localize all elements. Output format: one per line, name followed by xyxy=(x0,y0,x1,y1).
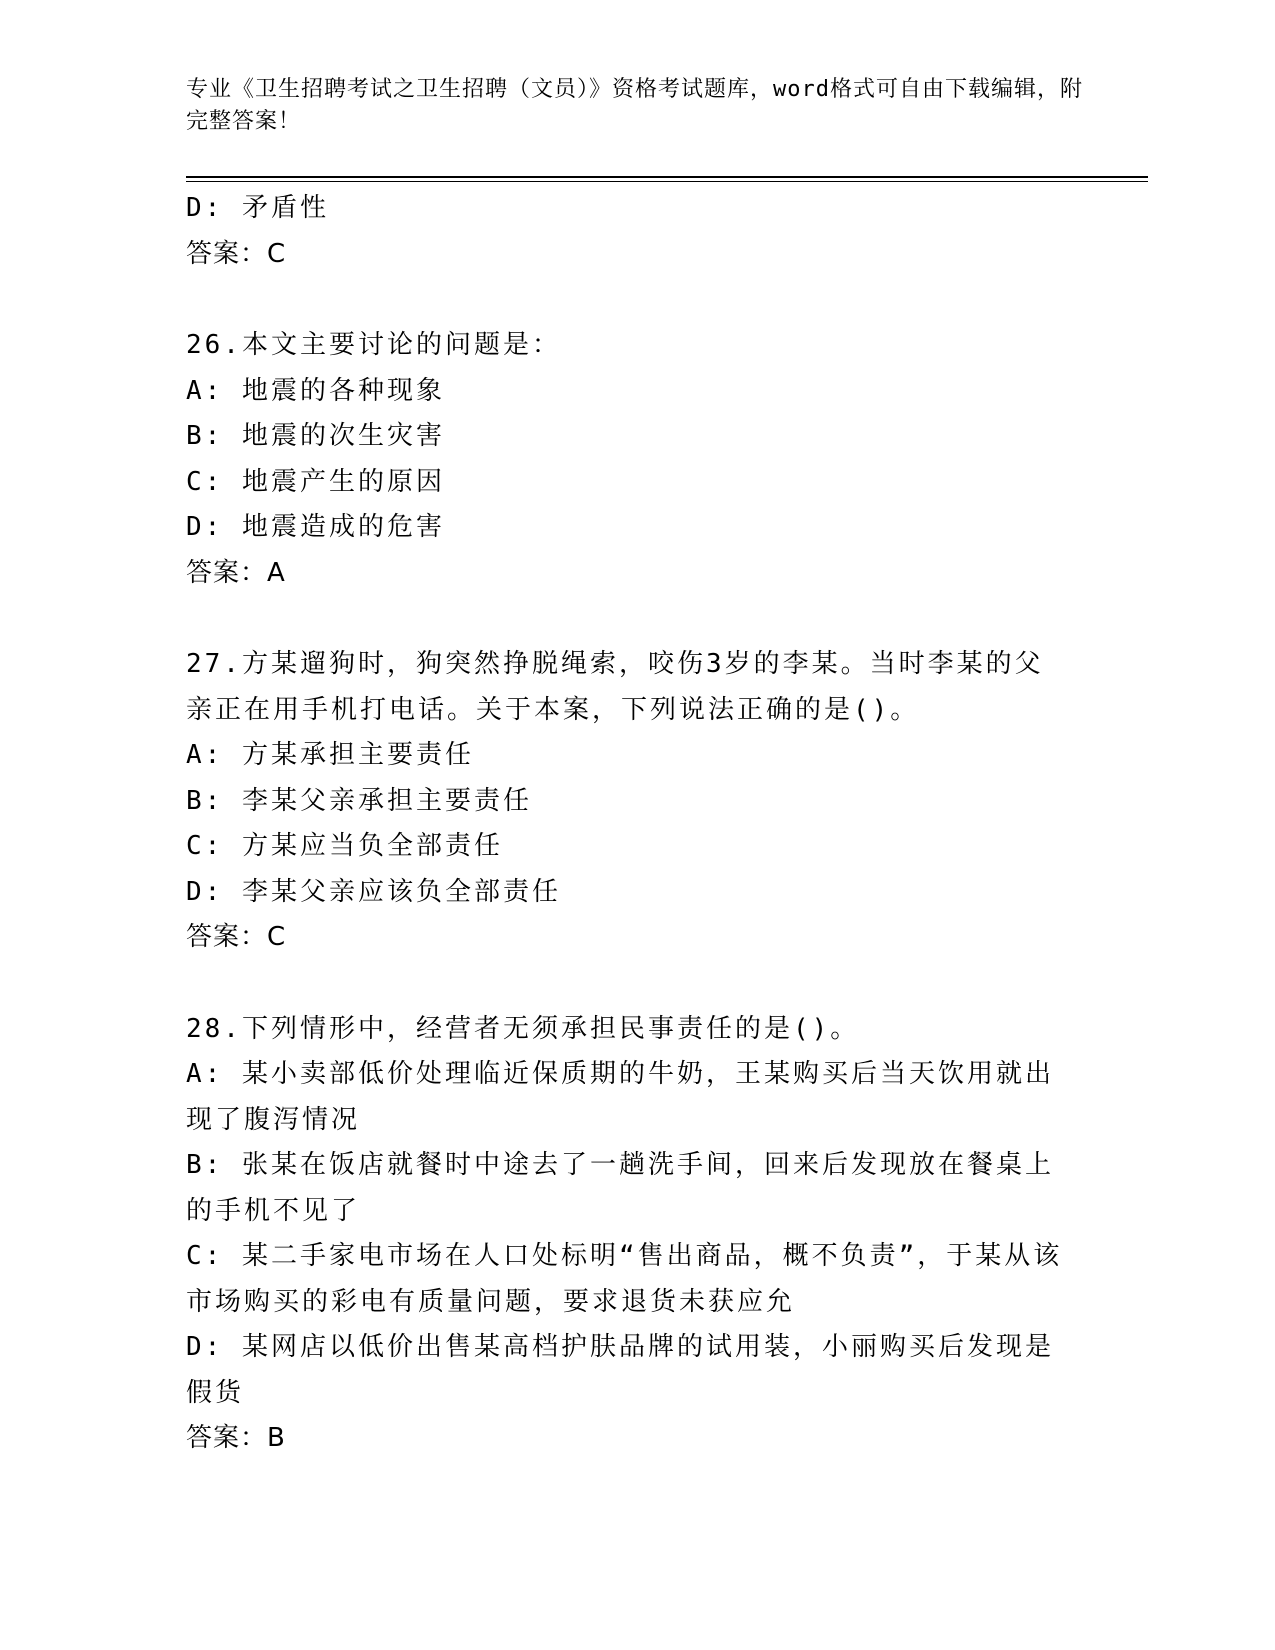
question-list xyxy=(186,186,1066,1462)
option-c: C: 地震产生的原因 xyxy=(186,466,445,497)
answer-line: 答案：C xyxy=(186,922,287,952)
option-c: C: 某二手家电市场在人口处标明“售出商品，概不负责”，于某从该市场购买的彩电有质量问题，要求退货未获应允 xyxy=(186,1241,1063,1317)
option-d: D: 李某父亲应该负全部责任 xyxy=(186,876,561,907)
question-stem: 26.本文主要讨论的问题是： xyxy=(186,330,561,360)
spacer xyxy=(186,961,1066,1007)
question-27 xyxy=(186,642,1066,961)
spacer xyxy=(186,277,1066,323)
question-stem: 28.下列情形中，经营者无须承担民事责任的是()。 xyxy=(186,1013,860,1044)
option-b: B: 李某父亲承担主要责任 xyxy=(186,785,532,816)
option-a: A: 某小卖部低价处理临近保质期的牛奶，王某购买后当天饮用就出现了腹泻情况 xyxy=(186,1059,1054,1135)
answer-line: 答案：C xyxy=(186,238,287,269)
header-divider-thin xyxy=(186,181,1148,182)
option-b: B: 地震的次生灾害 xyxy=(186,421,445,451)
option-c: C: 方某应当负全部责任 xyxy=(186,831,503,861)
answer-line: 答案：B xyxy=(186,1423,286,1453)
option-a: A: 方某承担主要责任 xyxy=(186,740,474,770)
answer-line: 答案：A xyxy=(186,557,286,588)
option-b: B: 张某在饭店就餐时中途去了一趟洗手间，回来后发现放在餐桌上的手机不见了 xyxy=(186,1150,1054,1226)
question-28 xyxy=(186,1007,1066,1462)
header-text: 专业《卫生招聘考试之卫生招聘（文员）》资格考试题库，word格式可自由下载编辑，附完整答案！ xyxy=(186,77,1083,134)
spacer xyxy=(186,596,1066,642)
header-divider-thick xyxy=(186,176,1148,178)
option-d: D: 地震造成的危害 xyxy=(186,512,445,542)
previous-question-tail xyxy=(186,186,1066,277)
question-26 xyxy=(186,323,1066,596)
page-header xyxy=(186,74,1086,138)
option-a: A: 地震的各种现象 xyxy=(186,375,445,406)
option-d: D: 某网店以低价出售某高档护肤品牌的试用装，小丽购买后发现是假货 xyxy=(186,1332,1054,1408)
question-stem: 27.方某遛狗时，狗突然挣脱绳索，咬伤3岁的李某。当时李某的父亲正在用手机打电话。关于本案，下列说法正确的是()。 xyxy=(186,649,1044,725)
option-d: D: 矛盾性 xyxy=(186,193,329,223)
